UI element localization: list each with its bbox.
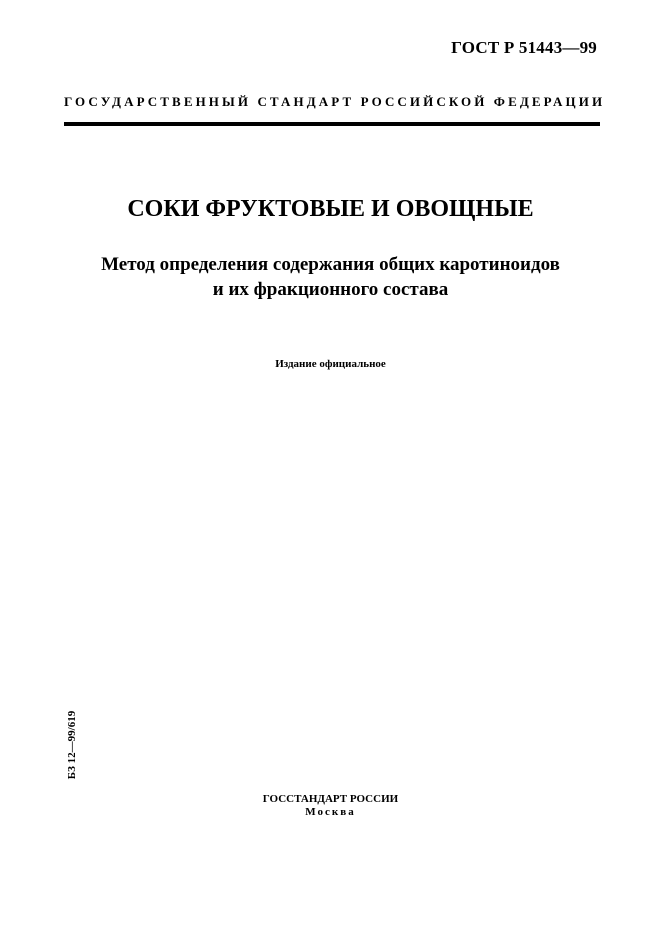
subtitle-line: и их фракционного состава — [212, 279, 449, 300]
publisher-block — [0, 793, 661, 819]
edition-note: Издание официальное — [275, 358, 386, 370]
publisher-city: Москва — [305, 806, 356, 818]
document-subtitle — [0, 252, 661, 302]
side-code: БЗ 12—99/619 — [66, 710, 78, 780]
subtitle-line: Метод определения содержания общих каротиноидов — [101, 254, 560, 275]
document-number: ГОСТ Р 51443—99 — [451, 38, 597, 57]
publisher-name: ГОССТАНДАРТ РОССИИ — [262, 793, 399, 805]
header-rule — [64, 122, 600, 126]
document-title: СОКИ ФРУКТОВЫЕ И ОВОЩНЫЕ — [127, 196, 534, 222]
standard-header: ГОСУДАРСТВЕННЫЙ СТАНДАРТ РОССИЙСКОЙ ФЕДЕРАЦИИ — [64, 94, 606, 109]
